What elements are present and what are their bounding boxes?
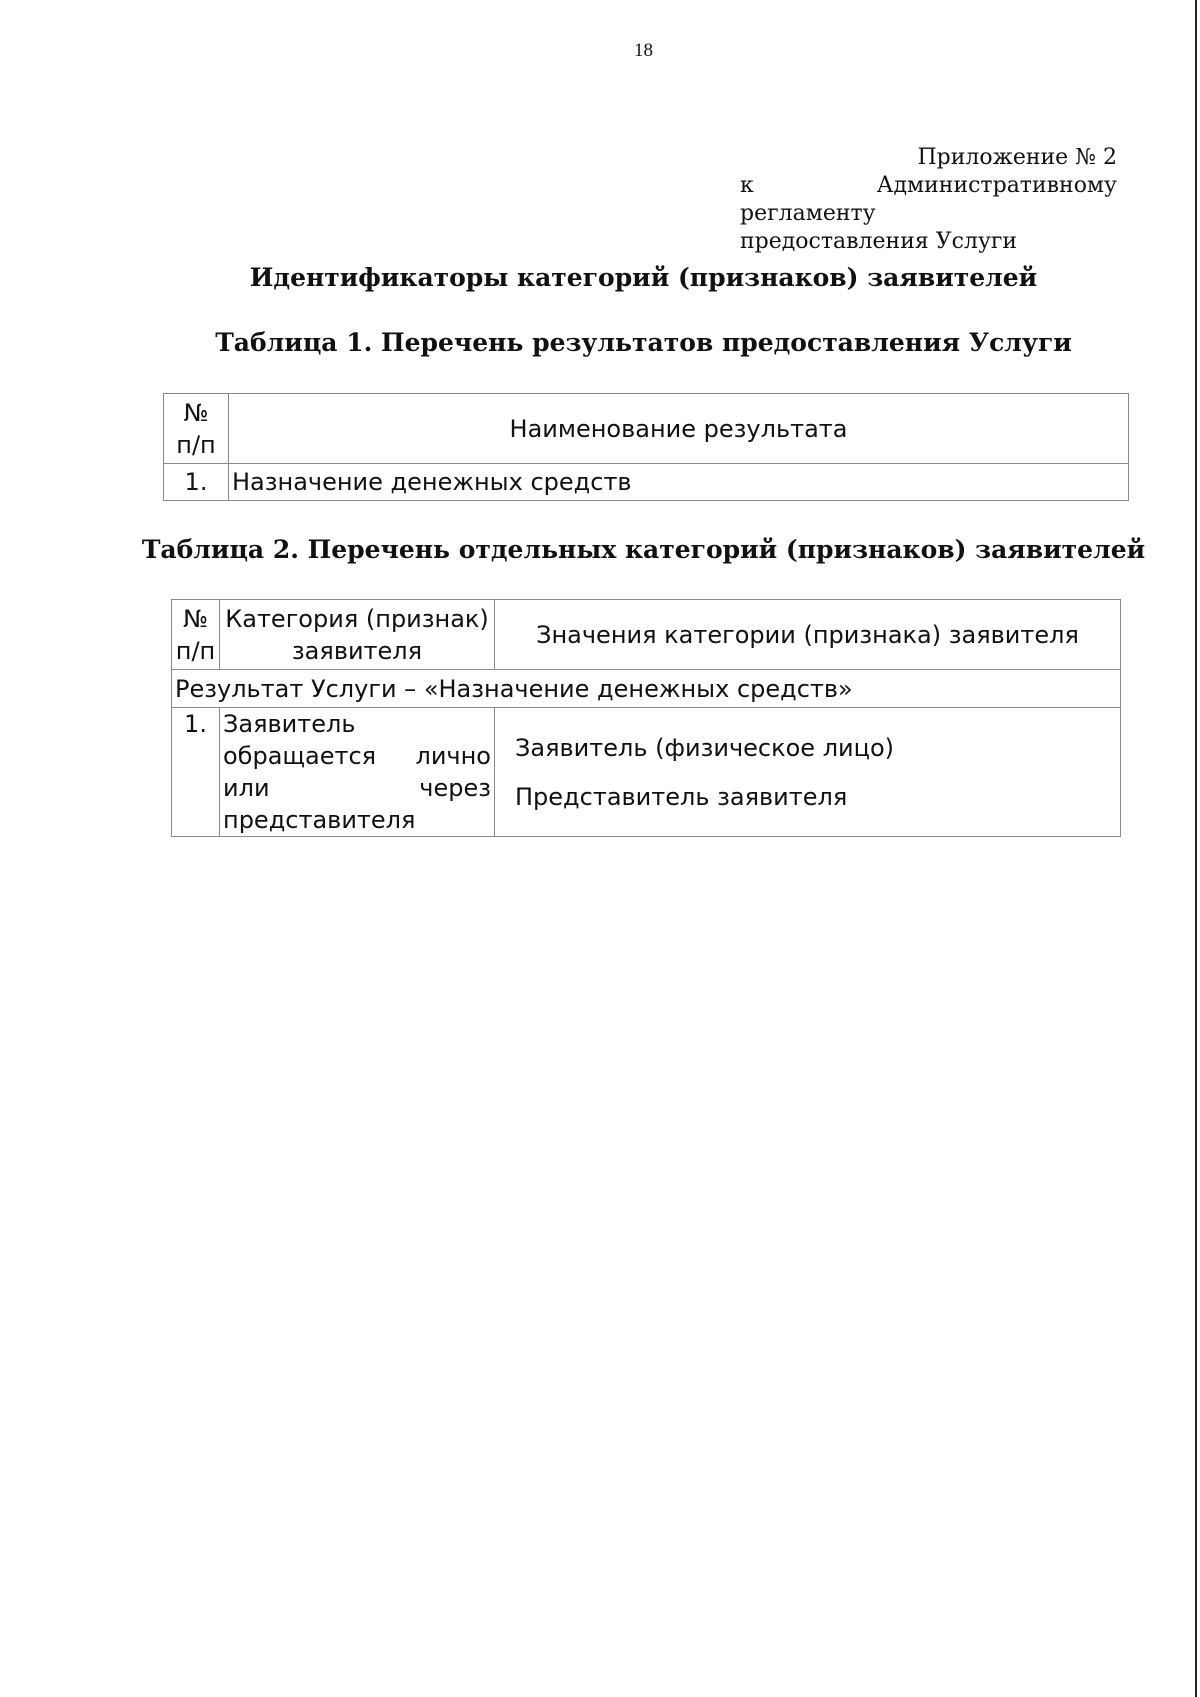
table-row (172, 708, 1121, 837)
section-row (172, 670, 1121, 708)
row-number: 1. (164, 464, 229, 501)
table1-title: Таблица 1. Перечень результатов предоставления Услуги (215, 328, 1072, 357)
appendix-line-1: Приложение № 2 (917, 145, 1117, 170)
document-title: Идентификаторы категорий (признаков) заявителей (249, 263, 1038, 292)
results-table (163, 393, 1129, 501)
row-result-name: Назначение денежных средств (229, 464, 1129, 501)
category-value: Заявитель (физическое лицо) (515, 733, 895, 762)
header-category-values: Значения категории (признака) заявителя (495, 600, 1121, 670)
header-category: Категория (признак) заявителя (220, 600, 495, 670)
header-number-symbol: № (183, 604, 208, 633)
row-number: 1. (172, 708, 220, 837)
appendix-note (740, 144, 1117, 256)
table-row (164, 464, 1129, 501)
table-header-row (172, 600, 1121, 670)
header-number-abbr: п/п (176, 430, 216, 459)
header-number-abbr: п/п (175, 636, 216, 665)
row-category: Заявитель обращается лично или через представителя (220, 708, 495, 837)
row-category-values (495, 708, 1121, 837)
appendix-line-3: предоставления Услуги (740, 229, 1018, 254)
header-number-cell (172, 600, 220, 670)
table-header-row (164, 394, 1129, 464)
page-number: 18 (634, 40, 653, 61)
appendix-line-2: к Административному регламенту (740, 173, 1117, 226)
category-value: Представитель заявителя (515, 782, 848, 811)
header-result-name: Наименование результата (229, 394, 1129, 464)
categories-table (171, 599, 1121, 837)
section-title: Результат Услуги – «Назначение денежных средств» (172, 670, 1121, 708)
header-number-symbol: № (183, 398, 209, 427)
header-number-cell (164, 394, 229, 464)
page-edge-line (1195, 0, 1197, 1697)
table2-title: Таблица 2. Перечень отдельных категорий (признаков) заявителей (141, 535, 1146, 564)
